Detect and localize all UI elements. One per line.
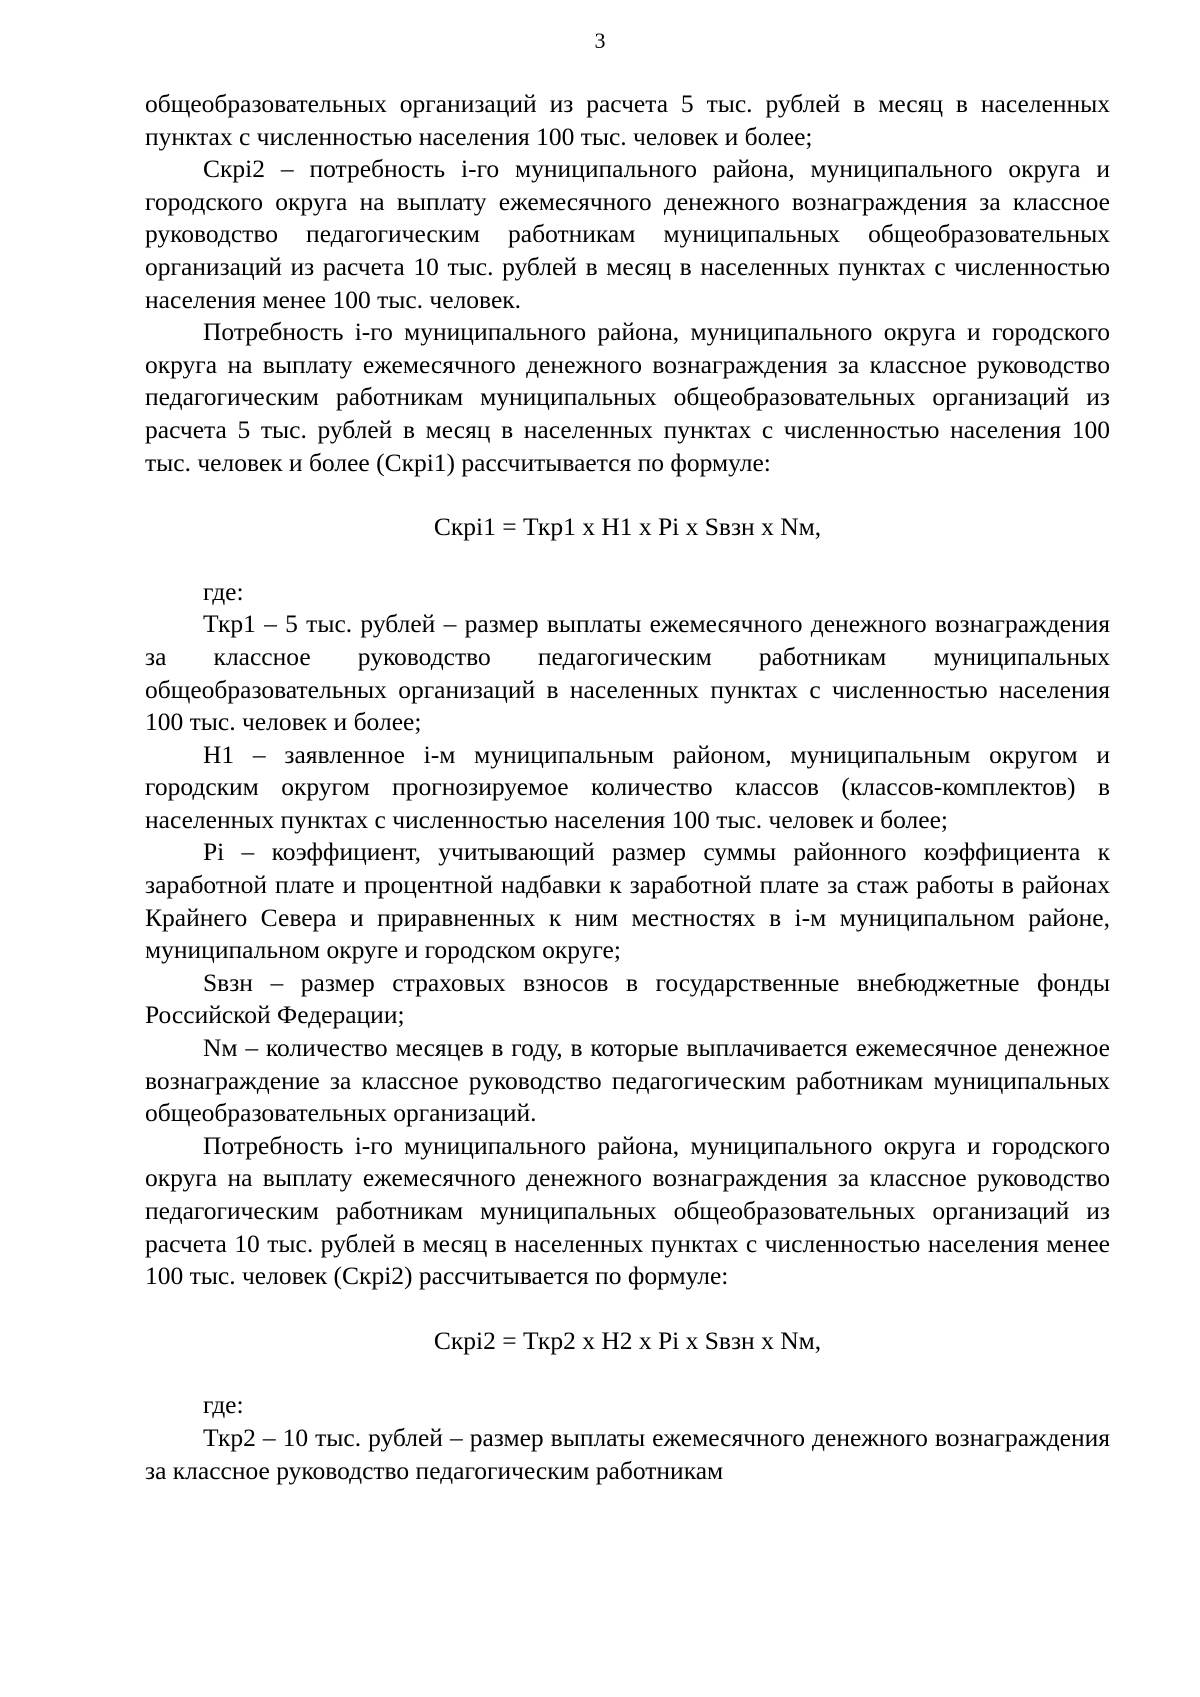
paragraph-tkr1-definition: Ткр1 – 5 тыс. рублей – размер выплаты ежемесячного денежного вознаграждения за классное руководство педагогическим работникам муниципальных общеобразовательных организаций в населенных пунктах с численностью населения 100 тыс. человек и более; [145, 609, 1110, 737]
formula-skri2: Скрi2 = Ткр2 х Н2 х Рi х Sвзн х Nм, [433, 1325, 822, 1355]
formula-spacer [145, 1357, 1110, 1389]
where-label: где: [203, 576, 244, 606]
page-number: 3 [594, 28, 606, 53]
paragraph-nm-definition: Nм – количество месяцев в году, в которые выплачивается ежемесячное денежное вознаграждение за классное руководство педагогическим работникам муниципальных общеобразовательных организаций. [145, 1033, 1110, 1128]
paragraph-skri2-definition: Скрi2 – потребность i-го муниципального района, муниципального округа и городского округа на выплату ежемесячного денежного вознаграждения за классное руководство педагогическим работникам муниципальных общеобразовательных организаций из расчета 10 тыс. рублей в месяц в населенных пунктах с численностью населения менее 100 тыс. человек. [145, 154, 1110, 314]
paragraph-svzn-definition: Sвзн – размер страховых взносов в государственные внебюджетные фонды Российской Федерации; [145, 967, 1110, 1030]
paragraph-pi-definition: Рi – коэффициент, учитывающий размер суммы районного коэффициента к заработной плате и процентной надбавки к заработной плате за стаж работы в районах Крайнего Севера и приравненных к ним местностях в i-м муниципальном районе, муниципальном округе и городском округе; [145, 837, 1110, 965]
formula-spacer [145, 544, 1110, 576]
formula-spacer [145, 479, 1110, 511]
document-body [145, 88, 1110, 1487]
paragraph-need-5k: Потребность i-го муниципального района, муниципального округа и городского округа на выплату ежемесячного денежного вознаграждения за классное руководство педагогическим работникам муниципальных общеобразовательных организаций из расчета 5 тыс. рублей в месяц в населенных пунктах с численностью населения 100 тыс. человек и более (Скрi1) рассчитывается по формуле: [145, 317, 1110, 477]
paragraph-n1-definition: Н1 – заявленное i-м муниципальным районом, муниципальным округом и городским округом прогнозируемое количество классов (классов-комплектов) в населенных пунктах с численностью населения 100 тыс. человек и более; [145, 739, 1110, 834]
paragraph-need-10k: Потребность i-го муниципального района, муниципального округа и городского округа на выплату ежемесячного денежного вознаграждения за классное руководство педагогическим работникам муниципальных общеобразовательных организаций из расчета 10 тыс. рублей в месяц в населенных пунктах с численностью населения менее 100 тыс. человек (Скрi2) рассчитывается по формуле: [145, 1130, 1110, 1291]
where-label: где: [203, 1390, 244, 1420]
paragraph-tkr2-definition: Ткр2 – 10 тыс. рублей – размер выплаты ежемесячного денежного вознаграждения за классное руководство педагогическим работникам [145, 1422, 1110, 1485]
formula-spacer [145, 1293, 1110, 1325]
formula-skri1: Скрi1 = Ткр1 х Н1 х Рi х Sвзн х Nм, [433, 512, 822, 542]
paragraph-continuation: общеобразовательных организаций из расчета 5 тыс. рублей в месяц в населенных пунктах с численностью населения 100 тыс. человек и более; [145, 89, 1110, 151]
